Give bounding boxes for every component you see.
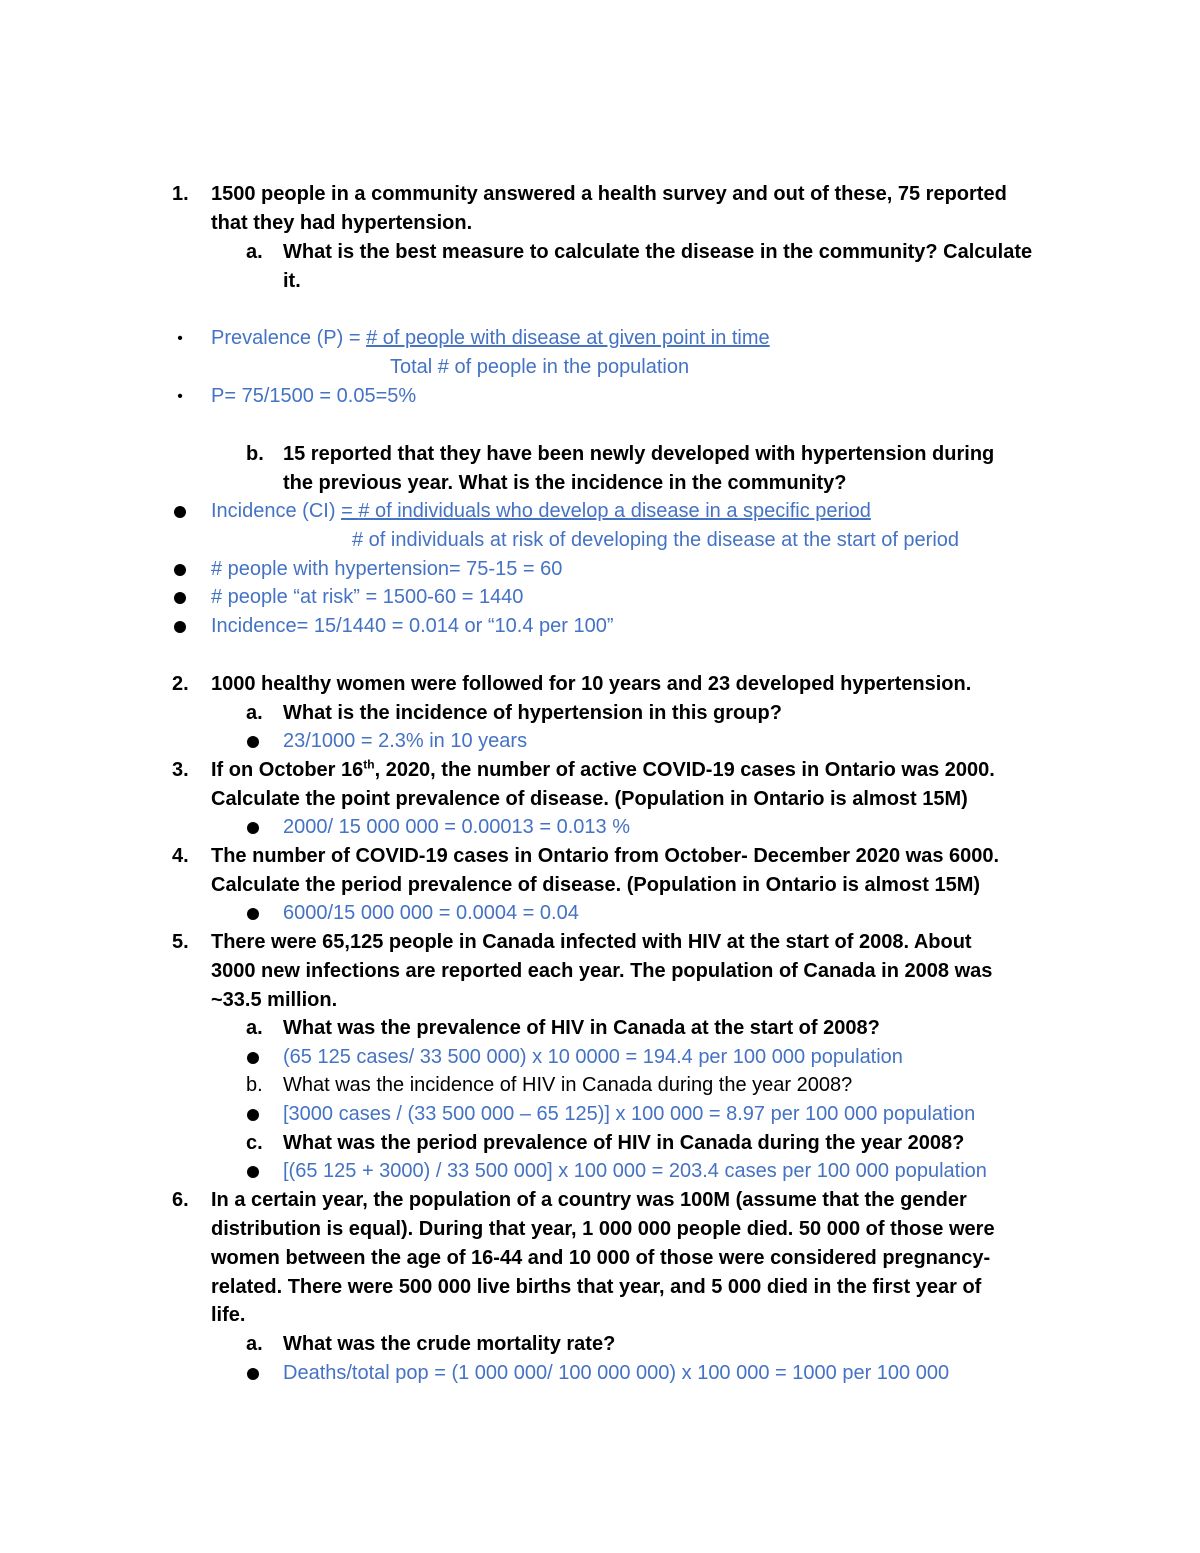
q4-number: 4. [172,845,189,867]
q5b-text: What was the incidence of HIV in Canada during the year 2008? [283,1074,853,1096]
q4-text-line1: The number of COVID-19 cases in Ontario from October- December 2020 was 6000. [211,845,1000,867]
q5c-text: What was the period prevalence of HIV in Canada during the year 2008? [283,1132,965,1154]
q5-text-line1: There were 65,125 people in Canada infected with HIV at the start of 2008. About [211,931,972,953]
prevalence-formula [211,324,770,353]
q2a-letter: a. [246,702,263,724]
q5a-letter: a. [246,1017,263,1039]
q4-answer: 6000/15 000 000 = 0.0004 = 0.04 [283,902,579,924]
incidence-label: Incidence (CI) [211,500,342,522]
q5-number: 5. [172,931,189,953]
q5a-text: What was the prevalence of HIV in Canada at the start of 2008? [283,1017,880,1039]
hypertension-count: # people with hypertension= 75-15 = 60 [211,558,563,580]
bullet-dot [174,592,186,604]
q5b-answer: [3000 cases / (33 500 000 – 65 125)] x 100 000 = 8.97 per 100 000 population [283,1103,976,1125]
q5b-letter: b. [246,1074,263,1096]
q2a-text: What is the incidence of hypertension in this group? [283,702,782,724]
q3-text-sup: th [363,757,375,772]
q5-text-line2: 3000 new infections are reported each year. The population of Canada in 2008 was [211,960,993,982]
bullet-small: • [177,388,183,405]
bullet-dot [247,1052,259,1064]
prevalence-numerator: # of people with disease at given point in time [366,327,770,349]
q1-text-line2: that they had hypertension. [211,212,473,234]
q5-text-line3: ~33.5 million. [211,989,338,1011]
prevalence-denominator: Total # of people in the population [390,356,690,378]
bullet-dot [174,621,186,633]
q1a-text-line1: What is the best measure to calculate the disease in the community? Calculate [283,241,1033,263]
q2-number: 2. [172,673,189,695]
q5c-answer: [(65 125 + 3000) / 33 500 000] x 100 000 = 203.4 cases per 100 000 population [283,1160,987,1182]
q6-text-line4: related. There were 500 000 live births that year, and 5 000 died in the first year of [211,1276,982,1298]
q3-number: 3. [172,759,189,781]
incidence-equals: = [341,500,359,522]
incidence-denominator: # of individuals at risk of developing the disease at the start of period [352,529,960,551]
q1b-letter: b. [246,443,264,465]
bullet-dot [247,1109,259,1121]
q1a-text-line2: it. [283,270,301,292]
q2a-answer: 23/1000 = 2.3% in 10 years [283,730,528,752]
q1-number: 1. [172,183,189,205]
q6a-letter: a. [246,1333,263,1355]
q6-text-line2: distribution is equal). During that year, 1 000 000 people died. 50 000 of those were [211,1218,995,1240]
prevalence-label: Prevalence (P) = [211,327,367,349]
q5c-letter: c. [246,1132,263,1154]
bullet-dot [247,1166,259,1178]
q1b-text-line2: the previous year. What is the incidence in the community? [283,472,847,494]
q1-text-line1: 1500 people in a community answered a health survey and out of these, 75 reported [211,183,1007,205]
q3-text-pre: If on October 16 [211,759,364,781]
q3-text-post: , 2020, the number of active COVID-19 cases in Ontario was 2000. [374,759,995,781]
bullet-dot [247,908,259,920]
bullet-dot [247,736,259,748]
bullet-dot [247,822,259,834]
q6a-answer: Deaths/total pop = (1 000 000/ 100 000 000) x 100 000 = 1000 per 100 000 [283,1362,950,1384]
prevalence-calculation: P= 75/1500 = 0.05=5% [211,385,417,407]
q3-text-line1 [211,756,995,785]
q3-answer: 2000/ 15 000 000 = 0.00013 = 0.013 % [283,816,630,838]
incidence-formula [211,497,871,526]
bullet-dot [174,506,186,518]
bullet-small: • [177,330,183,347]
q6-number: 6. [172,1189,189,1211]
q6-text-line1: In a certain year, the population of a country was 100M (assume that the gender [211,1189,967,1211]
q6-text-line5: life. [211,1304,246,1326]
q2-text: 1000 healthy women were followed for 10 years and 23 developed hypertension. [211,673,972,695]
incidence-numerator: # of individuals who develop a disease in a specific period [358,500,871,522]
q6-text-line3: women between the age of 16-44 and 10 000 of those were considered pregnancy- [211,1247,991,1269]
q1b-text-line1: 15 reported that they have been newly developed with hypertension during [283,443,995,465]
q1a-letter: a. [246,241,263,263]
bullet-dot [247,1368,259,1380]
q3-text-line2: Calculate the point prevalence of disease. (Population in Ontario is almost 15M) [211,788,968,810]
q4-text-line2: Calculate the period prevalence of disease. (Population in Ontario is almost 15M) [211,874,981,896]
q5a-answer: (65 125 cases/ 33 500 000) x 10 0000 = 194.4 per 100 000 population [283,1046,903,1068]
bullet-dot [174,564,186,576]
incidence-result: Incidence= 15/1440 = 0.014 or “10.4 per 100” [211,615,614,637]
at-risk-count: # people “at risk” = 1500-60 = 1440 [211,586,524,608]
q6a-text: What was the crude mortality rate? [283,1333,616,1355]
